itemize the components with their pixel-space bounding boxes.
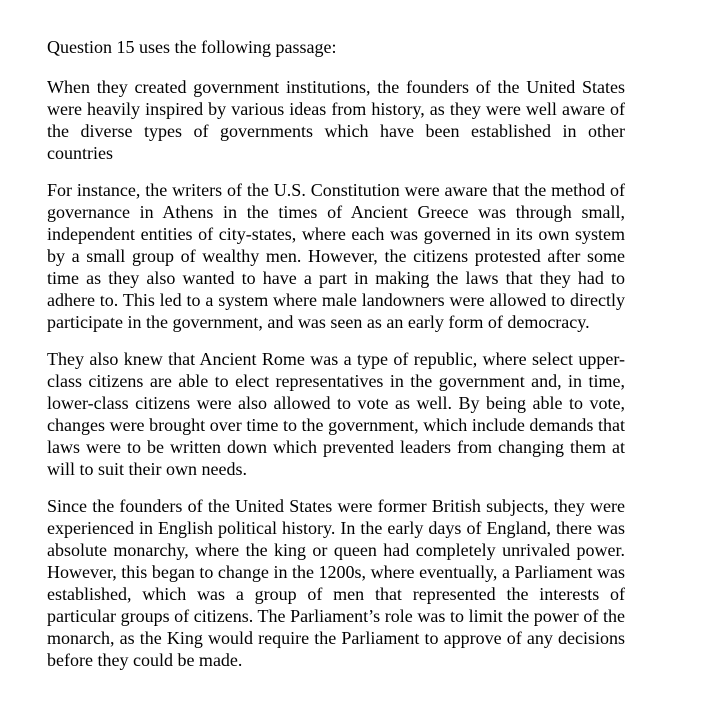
passage-paragraph-4: Since the founders of the United States were former British subjects, they were experienced in English political history. In the early days of England, there was absolute monarchy, where the king or queen had completely unrivaled power. However, this began to change in the 1200s, where eventually, a Parliament was established, which was a group of men that represented the interests of particular groups of citizens. The Parliament’s role was to limit the power of the monarch, as the King would require the Parliament to approve of any decisions before they could be made. (47, 496, 625, 670)
passage (47, 76, 625, 671)
passage-paragraph-1: When they created government institutions, the founders of the United States were heavily inspired by various ideas from history, as they were well aware of the diverse types of governments which have been established in other countries (47, 77, 625, 163)
passage-paragraph-3: They also knew that Ancient Rome was a type of republic, where select upper-class citizens are able to elect representatives in the government and, in time, lower-class citizens were also allowed to vote as well. By being able to vote, changes were brought over time to the government, which include demands that laws were to be written down which prevented leaders from changing them at will to suit their own needs. (47, 349, 625, 479)
passage-paragraph-2: For instance, the writers of the U.S. Constitution were aware that the method of governance in Athens in the times of Ancient Greece was through small, independent entities of city-states, where each was governed in its own system by a small group of wealthy men. However, the citizens protested after some time as they also wanted to have a part in making the laws that they had to adhere to. This led to a system where male landowners were allowed to directly participate in the government, and was seen as an early form of democracy. (47, 180, 625, 332)
question-intro: Question 15 uses the following passage: (47, 37, 337, 57)
document-page (47, 36, 625, 671)
